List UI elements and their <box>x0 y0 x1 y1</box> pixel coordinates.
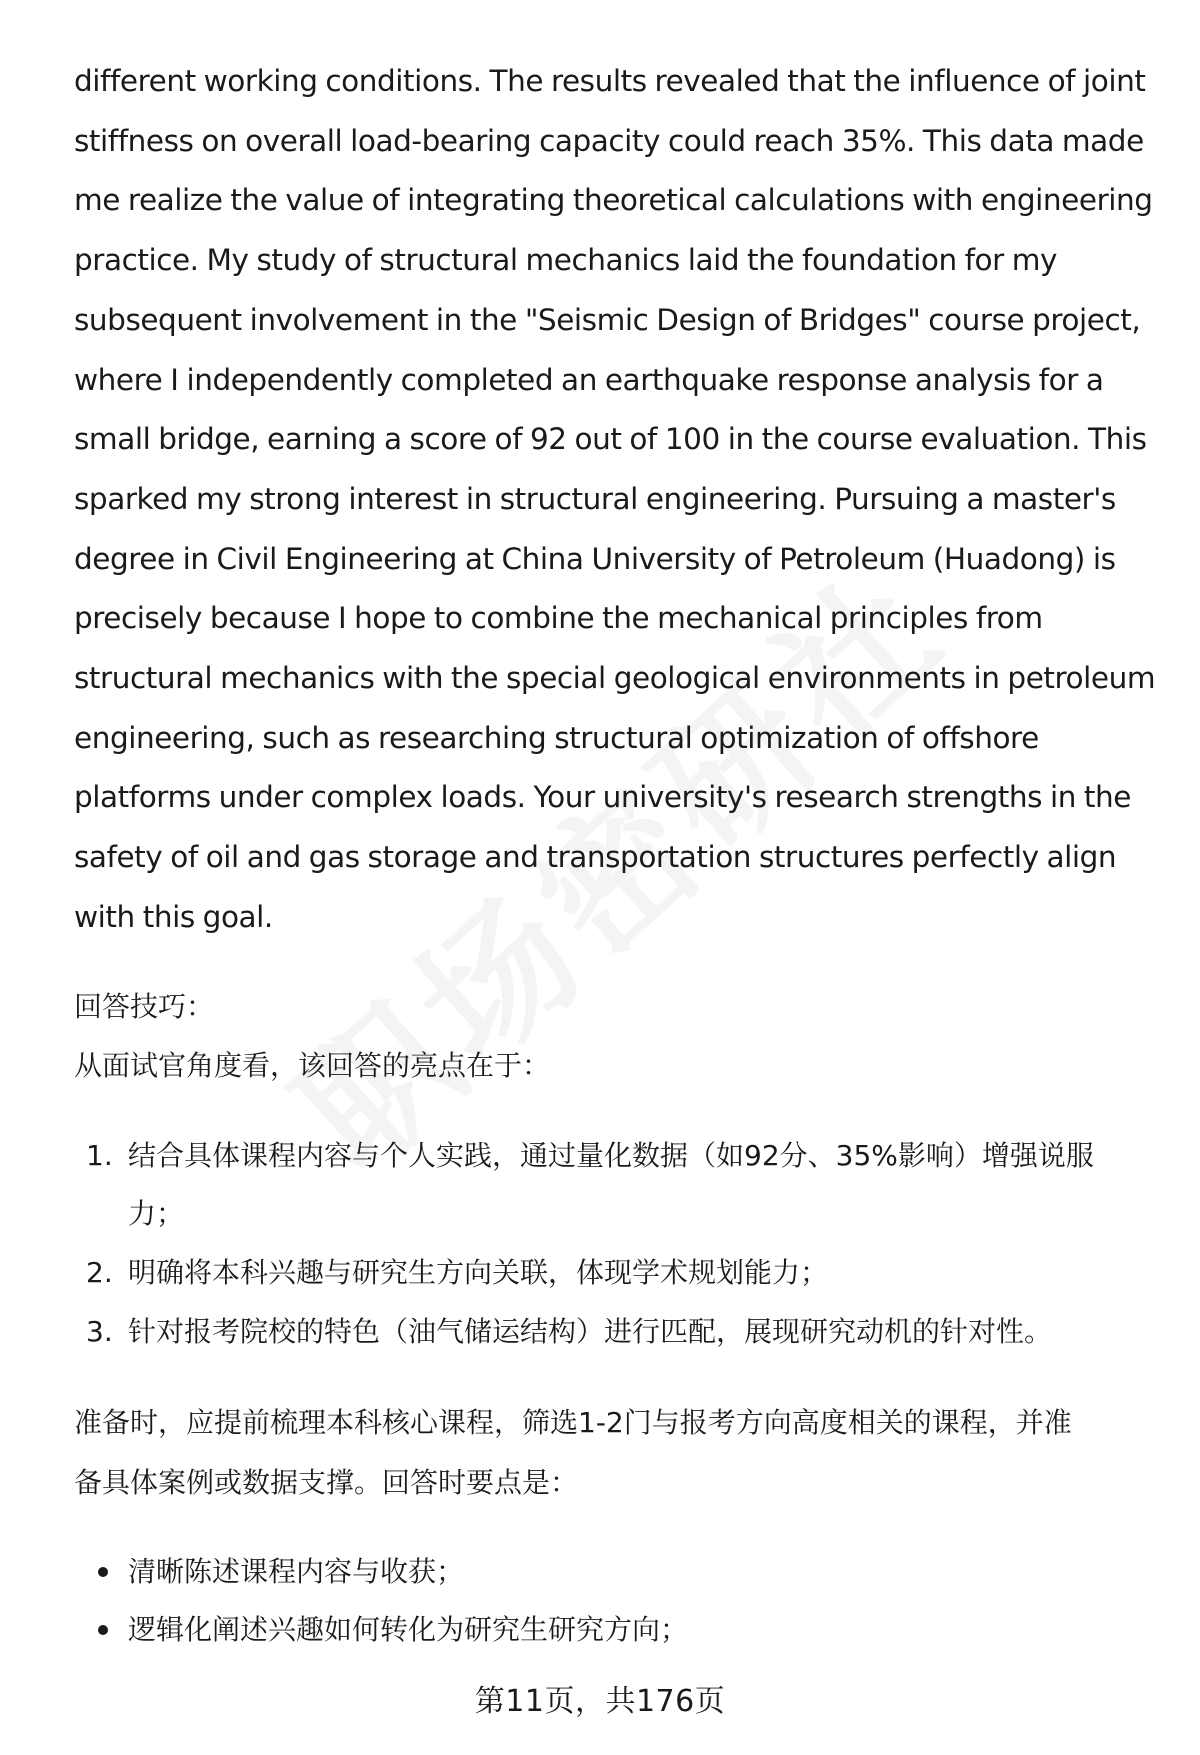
page-number: 第11页，共176页 <box>474 1684 726 1719</box>
list-item-text: 针对报考院校的特色（油气储运结构）进行匹配，展现研究动机的针对性。 <box>128 1315 1053 1348</box>
paragraph-line: subsequent involvement in the "Seismic Design of Bridges" course project, <box>74 302 1141 337</box>
paragraph-line: small bridge, earning a score of 92 out of 100 in the course evaluation. This <box>74 422 1147 457</box>
key-points-list <box>74 1543 1154 1659</box>
paragraph-line: me realize the value of integrating theoretical calculations with engineering <box>74 183 1153 218</box>
tips-heading: 回答技巧： <box>74 990 215 1023</box>
bullet-icon <box>98 1567 108 1577</box>
list-number: 3. <box>86 1315 113 1348</box>
paragraph-line: structural mechanics with the special geological environments in petroleum <box>74 661 1156 696</box>
preparation-paragraph <box>74 1393 1154 1513</box>
list-item-text: 逻辑化阐述兴趣如何转化为研究生研究方向； <box>128 1613 689 1646</box>
list-item <box>74 1543 1154 1601</box>
paragraph-line: sparked my strong interest in structural engineering. Pursuing a master's <box>74 481 1116 516</box>
list-item-text: 明确将本科兴趣与研究生方向关联，体现学术规划能力； <box>128 1256 829 1289</box>
list-item-text: 结合具体课程内容与个人实践，通过量化数据（如92分、35%影响）增强说服 <box>128 1139 1094 1172</box>
paragraph-line: practice. My study of structural mechanics laid the foundation for my <box>74 243 1058 278</box>
paragraph-line: degree in Civil Engineering at China University of Petroleum (Huadong) is <box>74 541 1116 576</box>
paragraph-line: 备具体案例或数据支撑。回答时要点是： <box>74 1466 579 1499</box>
paragraph-line: engineering, such as researching structural optimization of offshore <box>74 720 1039 755</box>
list-item <box>74 1244 1154 1302</box>
paragraph-line: where I independently completed an earthquake response analysis for a <box>74 362 1104 397</box>
list-item-text: 清晰陈述课程内容与收获； <box>128 1555 465 1588</box>
list-number: 1. <box>86 1139 113 1172</box>
list-item-text-continued: 力； <box>128 1197 185 1230</box>
bullet-icon <box>98 1625 108 1635</box>
list-item <box>74 1127 1154 1243</box>
list-item <box>74 1303 1154 1361</box>
tips-intro: 从面试官角度看，该回答的亮点在于： <box>74 1049 551 1082</box>
list-item <box>74 1601 1154 1659</box>
paragraph-line: different working conditions. The results revealed that the influence of joint <box>74 64 1146 98</box>
paragraph-line: 准备时，应提前梳理本科核心课程，筛选1-2门与报考方向高度相关的课程，并准 <box>74 1406 1072 1439</box>
paragraph-line: with this goal. <box>74 899 273 934</box>
paragraph-line: safety of oil and gas storage and transportation structures perfectly align <box>74 840 1117 875</box>
english-answer-paragraph <box>74 52 1154 948</box>
paragraph-line: platforms under complex loads. Your university's research strengths in the <box>74 780 1131 815</box>
list-number: 2. <box>86 1256 113 1289</box>
paragraph-line: stiffness on overall load-bearing capacity could reach 35%. This data made <box>74 123 1144 158</box>
paragraph-line: precisely because I hope to combine the mechanical principles from <box>74 601 1043 636</box>
highlights-list <box>74 1127 1154 1362</box>
